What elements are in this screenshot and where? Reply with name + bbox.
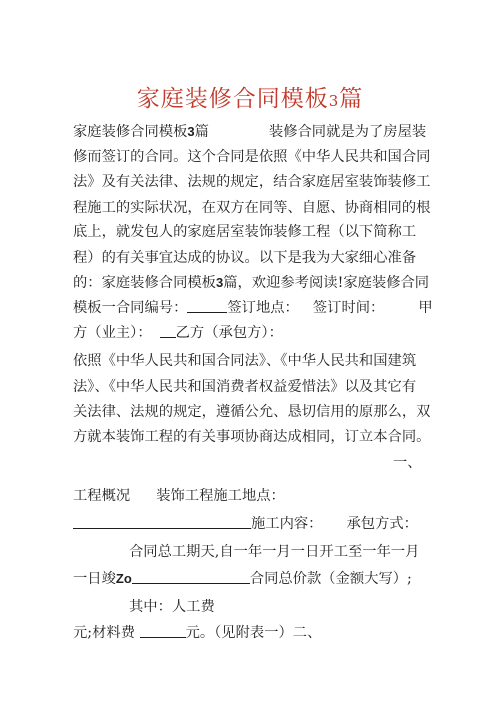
text-run: 法》及有关法律、法规的规定，结合家庭居室装饰装修工 xyxy=(73,174,431,190)
body-line xyxy=(73,351,416,371)
text-run: 底上，就发包人的家庭居室装饰装修工程（以下简称工 xyxy=(73,224,417,240)
body-line xyxy=(73,122,426,142)
text-run: 承包方式： xyxy=(346,516,418,532)
text-run: 方（业主）： xyxy=(73,325,152,341)
text-run: 程）的有关事宜达成的协议。以下是我为大家细心准备 xyxy=(73,250,417,266)
title-suffix: 篇 xyxy=(339,86,364,112)
text-run: 3 xyxy=(187,124,195,139)
body-line xyxy=(73,298,433,318)
body-line xyxy=(73,542,419,562)
text-run: 装修合同就是为了房屋装 xyxy=(268,124,427,140)
body-line xyxy=(73,273,429,293)
text-run: 一、 xyxy=(393,455,422,471)
body-line xyxy=(73,569,412,589)
body-line xyxy=(73,402,430,422)
text-run: 装饰工程施工地点： xyxy=(156,488,285,504)
text-run: 程施工的实际状况，在双方在同等、自愿、协商相同的根 xyxy=(73,200,431,216)
text-run: 签订时间： xyxy=(312,300,385,316)
body-line xyxy=(73,623,321,643)
text-run: 施工内容： xyxy=(251,516,323,532)
text-run: 签订地点： xyxy=(227,300,299,316)
body-line xyxy=(73,147,430,167)
text-run: 法》、《中华人民共和国消费者权益爱惜法》以及其它有 xyxy=(73,379,417,395)
text-run: 乙方（承包方）： xyxy=(175,325,283,341)
text-run: 甲 xyxy=(418,300,433,316)
blank-underline xyxy=(187,298,227,313)
text-run: 家庭装修合同模板 xyxy=(73,124,188,140)
text-run: 模板一合同编号： xyxy=(73,300,188,316)
text-run: 3 xyxy=(215,275,224,290)
body-line xyxy=(73,248,416,268)
body-line xyxy=(73,597,215,617)
body-line xyxy=(73,222,416,242)
body-line xyxy=(73,514,418,534)
title-main: 家庭装修合同模板 xyxy=(136,86,329,112)
text-run: 合同总价款（金额大写）; xyxy=(249,571,412,587)
text-run: 合同总工期天,自一年一月一日开工至一年一月 xyxy=(129,544,420,560)
body-line xyxy=(73,323,283,343)
text-run: 其中：人工费 xyxy=(129,599,215,615)
text-run: 元。（见附表一）二、 xyxy=(185,625,322,641)
text-run: 元;材料费 xyxy=(73,625,140,641)
body-line xyxy=(73,486,285,506)
text-run: 方就本装饰工程的有关事项协商达成相同，订立本合同。 xyxy=(73,429,431,445)
blank-underline xyxy=(140,623,186,638)
text-run: 的：家庭装修合同模板 xyxy=(73,275,216,291)
text-run: Zo xyxy=(115,571,132,586)
body-line xyxy=(73,172,430,192)
text-run: 篇 xyxy=(194,124,209,140)
blank-underline xyxy=(160,323,176,338)
title-number: 3 xyxy=(328,92,340,110)
blank-underline xyxy=(73,514,251,529)
blank-underline xyxy=(132,569,250,584)
text-run: 修而签订的合同。这个合同是依照《中华人民共和国合同 xyxy=(73,149,431,165)
body-line xyxy=(73,198,430,218)
text-run: 工程概况 xyxy=(73,488,131,504)
body-line xyxy=(73,453,422,473)
body-line xyxy=(73,427,430,447)
document-title xyxy=(0,80,500,113)
text-run: 一日竣 xyxy=(73,571,116,587)
text-run: 篇，欢迎参考阅读!家庭装修合同 xyxy=(223,275,430,291)
text-run: 依照《中华人民共和国合同法》、《中华人民共和国建筑 xyxy=(73,353,417,369)
body-line xyxy=(73,377,416,397)
text-run: 关法律、法规的规定，遵循公允、恳切信用的原那么，双 xyxy=(73,404,431,420)
